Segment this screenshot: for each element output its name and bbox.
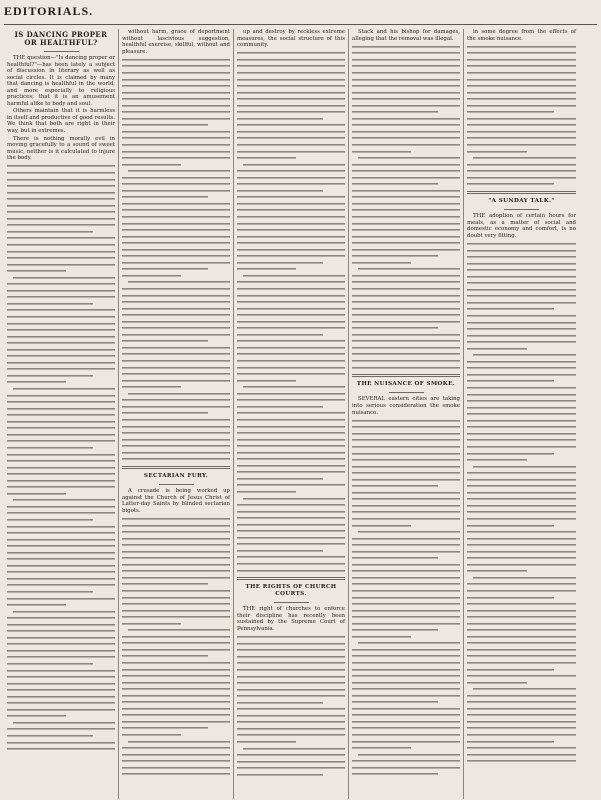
divider — [159, 484, 194, 485]
text-line — [237, 771, 323, 778]
article-heading: THE RIGHTS OF CHURCH COURTS. — [245, 584, 337, 598]
article-separator — [467, 191, 576, 194]
columns — [4, 29, 597, 799]
paragraph: A crusade is being worked up against the Church of Jesus Christ of Latter-day Saints by blinded sectarian bigots. — [122, 488, 230, 514]
paragraph: in some degree from the effects of the smoke nuisance. — [467, 29, 576, 42]
paragraph: THE question—"Is dancing proper or healthful?"—has been lately a subject of discussion in literary as well as social circles. It is claimed by many that dancing is healthful in the world, and more especially to religious practices; that it is an amusement harmful alike to body and soul. — [7, 55, 115, 107]
text-line — [237, 567, 345, 574]
body-text-lines — [352, 43, 460, 370]
divider — [274, 602, 309, 603]
body-text-lines — [237, 634, 345, 778]
article-heading: THE NUISANCE OF SMOKE. — [356, 381, 456, 388]
masthead — [4, 4, 597, 25]
paragraph: up and destroy by reckless extreme measures, the social structure of this community. — [237, 29, 345, 49]
article-separator — [122, 466, 230, 469]
text-line — [467, 181, 554, 188]
text-line — [122, 456, 230, 463]
article-separator — [237, 577, 345, 580]
paragraph: THE right of churches to enforce their discipline has recently been sustained by the Supreme Court of Pennsylvania. — [237, 606, 345, 633]
text-line — [352, 364, 460, 371]
body-text-lines — [237, 50, 345, 574]
body-text-lines — [122, 515, 230, 777]
text-line — [467, 758, 576, 765]
body-text-lines — [352, 417, 460, 777]
divider — [389, 392, 424, 393]
column-1 — [4, 29, 119, 799]
body-text-lines — [122, 56, 230, 462]
body-text-lines — [7, 163, 115, 752]
divider — [44, 51, 79, 52]
paragraph: THE adoption of certain hours for meals, as a matter of social and domestic economy and comfort, is no doubt very fitting. — [467, 213, 576, 239]
body-text-lines — [467, 43, 576, 187]
paragraph: Others maintain that it is harmless in itself and productive of good results. We think that both are right in their way, but in extremes. — [7, 108, 115, 135]
article-heading: "A SUNDAY TALK." — [488, 198, 555, 205]
divider — [504, 209, 539, 210]
text-line — [7, 745, 115, 752]
body-text-lines — [467, 240, 576, 764]
article-separator — [352, 374, 460, 377]
column-5 — [464, 29, 579, 799]
section-title: EDITORIALS. — [4, 4, 94, 18]
paragraph: without harm, grace of deportment without lascivious suggestion, healthful exercise, skillful, without and pleasure. — [122, 29, 230, 55]
paragraph: Stack and his bishop for damages, alleging that the removal was illegal. — [352, 29, 460, 42]
paragraph: There is nothing morally evil in moving gracefully to a sound of sweet music, neither is it calculated to injure the body. — [7, 135, 115, 162]
column-2 — [119, 29, 234, 799]
column-3 — [234, 29, 349, 799]
article-heading: SECTARIAN FURY. — [143, 473, 209, 480]
article-heading: IS DANCING PROPER OR HEALTHFUL? — [14, 30, 108, 47]
text-line — [352, 771, 438, 778]
paragraph: SEVERAL eastern cities are taking into serious consideration the smoke nuisance. — [352, 396, 460, 416]
column-4 — [349, 29, 464, 799]
text-line — [122, 771, 230, 778]
